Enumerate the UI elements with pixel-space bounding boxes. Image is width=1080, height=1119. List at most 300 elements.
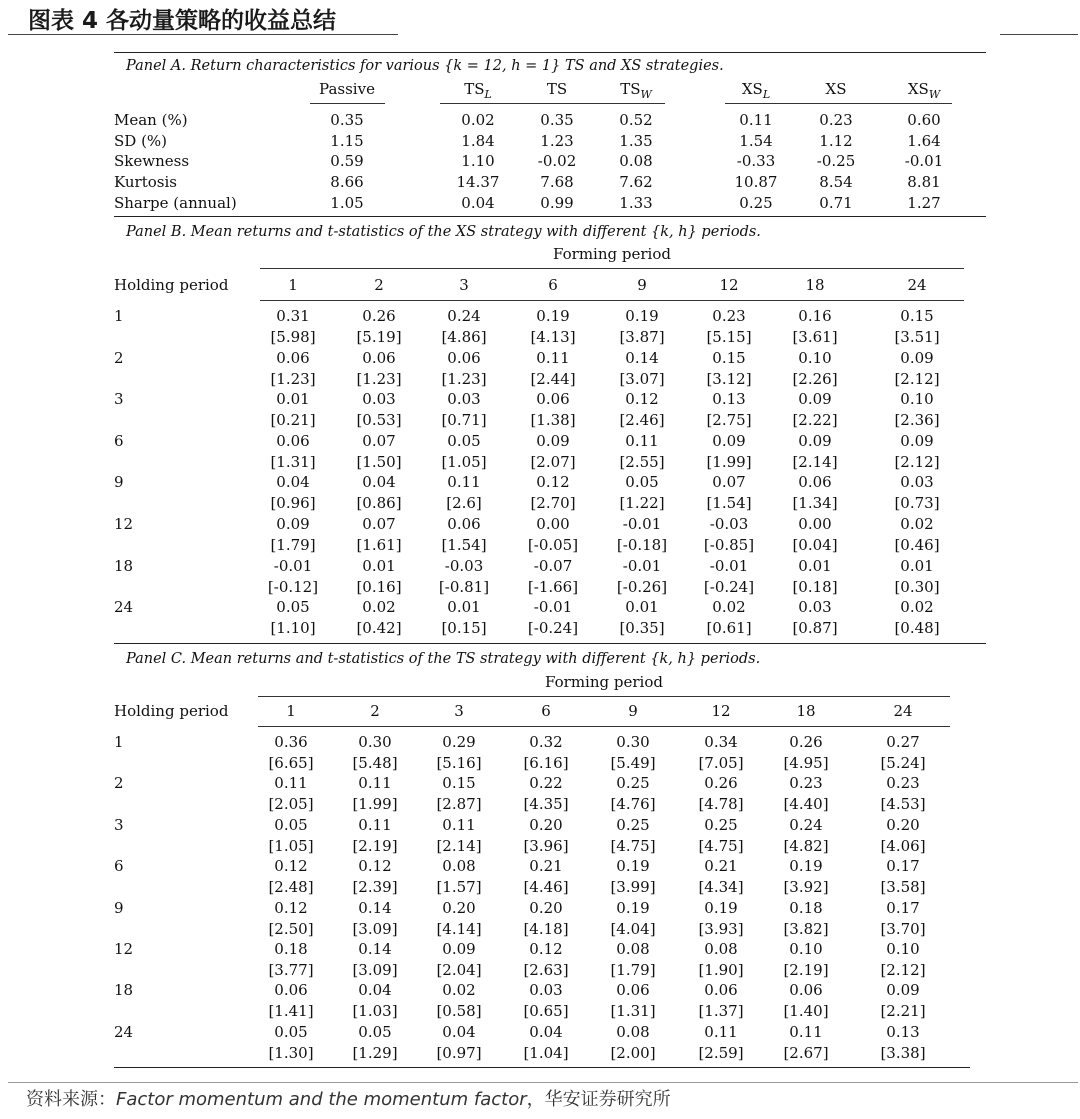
panel-c-mean-cell: 0.11: [704, 1022, 738, 1041]
panel-b-tstat-cell: [0.53]: [356, 411, 402, 430]
panel-b-mean-cell: 0.07: [362, 431, 396, 450]
panel-b-mean-cell: -0.01: [709, 556, 749, 575]
panel-b-mean-cell: 0.02: [900, 598, 934, 617]
panel-b-mean-cell: 0.09: [900, 431, 934, 450]
panel-c-mean-cell: 0.12: [358, 857, 392, 876]
panel-a-cell: -0.25: [816, 152, 856, 170]
panel-b-mean-cell: 0.01: [625, 598, 659, 617]
panel-c-mean-cell: 0.13: [886, 1022, 920, 1041]
panel-b-tstat-cell: [-0.81]: [438, 577, 490, 596]
panel-a-cell: 7.68: [540, 173, 574, 191]
panel-a-col-header: $TS_L$: [464, 80, 492, 101]
panel-b-mean-cell: 0.07: [712, 473, 746, 492]
panel-b-tstat-cell: [-0.24]: [703, 577, 755, 596]
panel-b-tstat-cell: [1.54]: [441, 536, 487, 554]
panel-b-mean-cell: 0.01: [900, 556, 934, 575]
panel-c-mean-cell: 0.08: [442, 857, 476, 876]
panel-b-tstat-cell: [4.86]: [441, 328, 487, 346]
panel-c-tstat-cell: [1.99]: [352, 795, 398, 814]
panel-a-cell: 0.25: [739, 194, 773, 212]
panel-c-mean-cell: 0.03: [529, 981, 563, 1000]
panel-a-cell: 14.37: [456, 173, 500, 191]
panel-c-mean-cell: 0.04: [529, 1022, 563, 1041]
panel-c-tstat-cell: [2.12]: [880, 961, 926, 979]
panel-b-mean-cell: 0.00: [536, 515, 570, 533]
panel-a-cell: 1.84: [461, 132, 495, 150]
panel-a-cell: 1.05: [330, 194, 364, 212]
panel-a-bottom-rule: [114, 216, 986, 217]
panel-b-mean-cell: 0.01: [276, 390, 310, 409]
panel-a-col-header: TS: [546, 80, 568, 98]
panel-b-mean-cell: 0.01: [798, 556, 832, 575]
panel-b-forming-label: Forming period: [553, 245, 671, 263]
panel-c-mean-cell: 0.11: [358, 815, 392, 834]
panel-b-caption: Panel B. Mean returns and t-statistics of the XS strategy with different {k, h} periods.: [126, 224, 761, 240]
panel-c-mean-cell: 0.11: [789, 1022, 823, 1041]
panel-c-tstat-cell: [3.38]: [880, 1043, 926, 1062]
panel-b-mean-cell: 0.02: [362, 598, 396, 617]
panel-c-mean-cell: 0.15: [442, 774, 476, 793]
panel-c-tstat-cell: [4.76]: [610, 795, 656, 814]
panel-c-mean-cell: 0.19: [616, 898, 650, 917]
panel-c-caption: Panel C. Mean returns and t-statistics of the TS strategy with different {k, h} periods.: [126, 651, 761, 667]
panel-b-mean-cell: 0.04: [362, 473, 396, 492]
panel-b-tstat-cell: [0.35]: [619, 619, 665, 638]
panel-b-mean-cell: -0.07: [533, 556, 573, 575]
panel-c-tstat-cell: [1.29]: [352, 1043, 398, 1062]
panel-c-mean-cell: 0.05: [274, 815, 308, 834]
panel-c-mean-cell: 0.17: [886, 898, 920, 917]
panel-b-mean-cell: 0.06: [362, 348, 396, 367]
panel-a-cell: 7.62: [619, 173, 653, 191]
panel-c-mean-cell: 0.08: [616, 940, 650, 958]
panel-a-header-rule: [310, 103, 385, 104]
panel-c-mean-cell: 0.06: [704, 981, 738, 1000]
panel-b-tstat-cell: [5.19]: [356, 328, 402, 346]
panel-b-mean-cell: 0.26: [362, 307, 396, 325]
panel-c-forming-period-header: 2: [370, 702, 380, 720]
panel-c-mean-cell: 0.25: [704, 815, 738, 834]
panel-c-tstat-cell: [2.48]: [268, 878, 314, 897]
panel-a-cell: -0.33: [736, 152, 776, 170]
title-underline-right: [1000, 34, 1078, 35]
panel-c-tstat-cell: [3.09]: [352, 919, 398, 938]
panel-c-mean-cell: 0.12: [274, 898, 308, 917]
panel-b-holding-period-label: 9: [114, 473, 124, 492]
panel-c-forming-period-header: 18: [796, 702, 816, 720]
panel-c-mean-cell: 0.29: [442, 733, 476, 751]
panel-b-forming-period-header: 18: [805, 276, 825, 294]
panel-c-forming-period-header: 24: [893, 702, 913, 720]
panel-c-tstat-cell: [2.67]: [783, 1043, 829, 1062]
panel-b-forming-period-header: 1: [288, 276, 298, 294]
panel-b-mean-cell: 0.09: [536, 431, 570, 450]
panel-a-row-label: Skewness: [114, 152, 190, 170]
panel-b-forming-period-header: 9: [637, 276, 647, 294]
panel-b-tstat-cell: [1.10]: [270, 619, 316, 638]
panel-a-col-header: $TS_W$: [620, 80, 652, 101]
panel-c-mean-cell: 0.21: [704, 857, 738, 876]
panel-c-mean-cell: 0.27: [886, 733, 920, 751]
panel-a-col-header: Passive: [319, 80, 375, 98]
panel-b-holding-period-label: 2: [114, 348, 124, 367]
panel-b-holding-period-label: 3: [114, 390, 124, 409]
panel-c-tstat-cell: [3.99]: [610, 878, 656, 897]
panel-c-tstat-cell: [4.53]: [880, 795, 926, 814]
panel-b-tstat-cell: [1.23]: [356, 369, 402, 388]
panel-b-tstat-cell: [2.07]: [530, 452, 576, 471]
panel-c-mean-cell: 0.11: [274, 774, 308, 793]
panel-b-mean-cell: 0.03: [447, 390, 481, 409]
panel-c-mean-cell: 0.06: [789, 981, 823, 1000]
panel-c-forming-period-header: 3: [454, 702, 464, 720]
panel-b-tstat-cell: [1.54]: [706, 494, 752, 513]
panel-b-tstat-cell: [-0.85]: [703, 536, 755, 554]
panel-b-bottom-rule: [114, 643, 986, 644]
panel-c-mean-cell: 0.06: [274, 981, 308, 1000]
panel-c-tstat-cell: [2.87]: [436, 795, 482, 814]
panel-c-mean-cell: 0.11: [442, 815, 476, 834]
panel-b-tstat-cell: [1.79]: [270, 536, 316, 554]
panel-c-holding-period-label: 18: [114, 981, 134, 1000]
panel-a-cell: 0.04: [461, 194, 495, 212]
panel-a-caption: Panel A. Return characteristics for various {k = 12, h = 1} TS and XS strategies.: [126, 58, 724, 74]
panel-b-mean-cell: 0.05: [447, 431, 481, 450]
panel-c-mean-cell: 0.19: [789, 857, 823, 876]
panel-b-tstat-cell: [1.99]: [706, 452, 752, 471]
panel-b-tstat-cell: [3.61]: [792, 328, 838, 346]
panel-a-cell: 1.23: [540, 132, 574, 150]
panel-c-mean-cell: 0.06: [616, 981, 650, 1000]
panel-b-tstat-cell: [2.36]: [894, 411, 940, 430]
panel-c-tstat-cell: [1.57]: [436, 878, 482, 897]
panel-c-tstat-cell: [4.82]: [783, 836, 829, 855]
panel-b-tstat-cell: [-0.26]: [616, 577, 668, 596]
panel-c-mean-cell: 0.12: [529, 940, 563, 958]
panel-b-tstat-cell: [0.87]: [792, 619, 838, 638]
panel-b-mean-cell: 0.06: [798, 473, 832, 492]
panel-c-tstat-cell: [4.18]: [523, 919, 569, 938]
panel-b-mean-cell: 0.06: [276, 431, 310, 450]
panel-c-mean-cell: 0.08: [616, 1022, 650, 1041]
source-organization: ，华安证券研究所: [526, 1089, 671, 1110]
panel-c-tstat-cell: [3.70]: [880, 919, 926, 938]
panel-c-tstat-cell: [3.96]: [523, 836, 569, 855]
panel-c-tstat-cell: [3.77]: [268, 961, 314, 979]
panel-c-tstat-cell: [5.48]: [352, 754, 398, 772]
panel-c-tstat-cell: [4.06]: [880, 836, 926, 855]
panel-c-tstat-cell: [7.05]: [698, 754, 744, 772]
panel-c-tstat-cell: [1.30]: [268, 1043, 314, 1062]
panel-c-tstat-cell: [3.93]: [698, 919, 744, 938]
panel-c-forming-period-header: 12: [711, 702, 731, 720]
panel-c-forming-rule: [258, 696, 950, 697]
panel-c-tstat-cell: [4.35]: [523, 795, 569, 814]
panel-b-tstat-cell: [3.07]: [619, 369, 665, 388]
panel-c-mean-cell: 0.05: [358, 1022, 392, 1041]
panel-c-tstat-cell: [1.05]: [268, 836, 314, 855]
panel-b-tstat-cell: [3.12]: [706, 369, 752, 388]
panel-c-tstat-cell: [1.40]: [783, 1002, 829, 1021]
panel-c-mean-cell: 0.09: [442, 940, 476, 958]
panel-b-mean-cell: -0.01: [622, 556, 662, 575]
panel-b-holding-period-label: 1: [114, 307, 124, 325]
panel-c-tstat-cell: [1.03]: [352, 1002, 398, 1021]
panel-c-tstat-cell: [2.14]: [436, 836, 482, 855]
panel-b-mean-cell: 0.03: [362, 390, 396, 409]
panel-b-mean-cell: 0.09: [900, 348, 934, 367]
panel-b-tstat-cell: [1.23]: [441, 369, 487, 388]
panel-b-tstat-cell: [2.75]: [706, 411, 752, 430]
panel-b-forming-period-header: 2: [374, 276, 384, 294]
panel-b-forming-period-header: 12: [719, 276, 739, 294]
panel-b-tstat-cell: [0.42]: [356, 619, 402, 638]
panel-c-mean-cell: 0.25: [616, 815, 650, 834]
panel-b-tstat-cell: [1.31]: [270, 452, 316, 471]
panel-b-mean-cell: 0.12: [536, 473, 570, 492]
panel-c-forming-period-header: 1: [286, 702, 296, 720]
panel-c-tstat-cell: [2.00]: [610, 1043, 656, 1062]
panel-b-tstat-cell: [0.86]: [356, 494, 402, 513]
panel-c-tstat-cell: [2.05]: [268, 795, 314, 814]
panel-c-bottom-rule: [114, 1067, 970, 1068]
panel-b-mean-cell: 0.10: [900, 390, 934, 409]
panel-c-tstat-cell: [1.90]: [698, 961, 744, 979]
panel-a-col-header: $XS_W$: [907, 80, 941, 101]
panel-c-tstat-cell: [2.19]: [352, 836, 398, 855]
panel-b-tstat-cell: [1.23]: [270, 369, 316, 388]
panel-c-tstat-cell: [4.95]: [783, 754, 829, 772]
panel-c-header-rule: [258, 726, 950, 727]
panel-b-tstat-cell: [-0.12]: [267, 577, 319, 596]
panel-c-tstat-cell: [2.63]: [523, 961, 569, 979]
panel-c-tstat-cell: [3.82]: [783, 919, 829, 938]
panel-b-tstat-cell: [0.21]: [270, 411, 316, 430]
panel-b-mean-cell: 0.15: [900, 307, 934, 325]
panel-b-tstat-cell: [0.48]: [894, 619, 940, 638]
panel-c-tstat-cell: [0.97]: [436, 1043, 482, 1062]
panel-a-cell: 0.60: [907, 111, 941, 129]
panel-b-tstat-cell: [1.34]: [792, 494, 838, 513]
panel-c-tstat-cell: [2.21]: [880, 1002, 926, 1021]
panel-a-cell: 1.10: [461, 152, 495, 170]
panel-c-mean-cell: 0.20: [442, 898, 476, 917]
panel-b-mean-cell: 0.06: [447, 348, 481, 367]
panel-c-holding-period-label: 1: [114, 733, 124, 751]
panel-b-tstat-cell: [2.70]: [530, 494, 576, 513]
panel-b-tstat-cell: [1.61]: [356, 536, 402, 554]
panel-b-mean-cell: 0.19: [625, 307, 659, 325]
figure-title: 图表 4 各动量策略的收益总结: [28, 8, 337, 34]
panel-b-mean-cell: 0.13: [712, 390, 746, 409]
panel-b-mean-cell: 0.03: [900, 473, 934, 492]
panel-c-mean-cell: 0.19: [704, 898, 738, 917]
panel-c-mean-cell: 0.36: [274, 733, 308, 751]
panel-c-mean-cell: 0.04: [442, 1022, 476, 1041]
panel-b-tstat-cell: [2.22]: [792, 411, 838, 430]
panel-b-tstat-cell: [5.98]: [270, 328, 316, 346]
panel-b-forming-rule: [260, 268, 964, 269]
panel-c-mean-cell: 0.04: [358, 981, 392, 1000]
panel-c-mean-cell: 0.17: [886, 857, 920, 876]
panel-c-tstat-cell: [4.75]: [698, 836, 744, 855]
panel-b-mean-cell: 0.09: [712, 431, 746, 450]
panel-a-cell: 1.54: [739, 132, 773, 150]
panel-b-tstat-cell: [0.61]: [706, 619, 752, 638]
source-label: 资料来源：: [26, 1089, 116, 1110]
panel-c-tstat-cell: [3.58]: [880, 878, 926, 897]
panel-c-tstat-cell: [5.24]: [880, 754, 926, 772]
panel-a-cell: 8.66: [330, 173, 364, 191]
panel-a-row-label: SD (%): [114, 132, 168, 150]
panel-c-tstat-cell: [4.34]: [698, 878, 744, 897]
panel-c-mean-cell: 0.12: [274, 857, 308, 876]
panel-c-holding-period-label: 9: [114, 898, 124, 917]
panel-b-holding-period-label: 12: [114, 515, 134, 533]
panel-c-holding-period-label: 24: [114, 1022, 134, 1041]
panel-c-tstat-cell: [0.58]: [436, 1002, 482, 1021]
panel-c-mean-cell: 0.34: [704, 733, 738, 751]
panel-a-cell: 0.71: [819, 194, 853, 212]
panel-b-tstat-cell: [0.96]: [270, 494, 316, 513]
panel-b-tstat-cell: [1.50]: [356, 452, 402, 471]
panel-c-tstat-cell: [1.41]: [268, 1002, 314, 1021]
panel-c-tstat-cell: [4.75]: [610, 836, 656, 855]
panel-b-tstat-cell: [3.51]: [894, 328, 940, 346]
panel-b-mean-cell: 0.05: [625, 473, 659, 492]
panel-c-tstat-cell: [4.04]: [610, 919, 656, 938]
panel-b-tstat-cell: [0.04]: [792, 536, 838, 554]
panel-c-tstat-cell: [4.78]: [698, 795, 744, 814]
panel-b-tstat-cell: [4.13]: [530, 328, 576, 346]
panel-b-mean-cell: 0.23: [712, 307, 746, 325]
panel-c-mean-cell: 0.14: [358, 940, 392, 958]
panel-b-mean-cell: 0.10: [798, 348, 832, 367]
panel-c-tstat-cell: [1.79]: [610, 961, 656, 979]
panel-c-mean-cell: 0.26: [789, 733, 823, 751]
panel-a-cell: 1.15: [330, 132, 364, 150]
panel-b-forming-period-header: 6: [548, 276, 558, 294]
panel-c-tstat-cell: [4.14]: [436, 919, 482, 938]
panel-b-tstat-cell: [2.44]: [530, 369, 576, 388]
panel-a-row-label: Kurtosis: [114, 173, 177, 191]
panel-c-forming-label: Forming period: [545, 673, 663, 691]
panel-c-tstat-cell: [3.09]: [352, 961, 398, 979]
panel-c-mean-cell: 0.25: [616, 774, 650, 793]
panel-b-mean-cell: 0.19: [536, 307, 570, 325]
panel-a-cell: 10.87: [734, 173, 778, 191]
panel-c-forming-period-header: 9: [628, 702, 638, 720]
panel-b-mean-cell: 0.04: [276, 473, 310, 492]
panel-b-tstat-cell: [2.6]: [446, 494, 482, 513]
panel-b-tstat-cell: [1.05]: [441, 452, 487, 471]
panel-c-tstat-cell: [5.16]: [436, 754, 482, 772]
panel-b-mean-cell: 0.14: [625, 348, 659, 367]
panel-a-cell: 0.02: [461, 111, 495, 129]
panel-b-holding-period-label: 24: [114, 598, 134, 617]
panel-c-tstat-cell: [2.59]: [698, 1043, 744, 1062]
panel-c-tstat-cell: [6.65]: [268, 754, 314, 772]
panel-a-cell: 0.23: [819, 111, 853, 129]
source-reference: Factor momentum and the momentum factor: [116, 1089, 527, 1110]
panel-b-mean-cell: 0.09: [276, 515, 310, 533]
title-underline: [8, 34, 398, 35]
panel-c-tstat-cell: [6.16]: [523, 754, 569, 772]
footer-rule: [8, 1082, 1078, 1083]
table-top-rule: [114, 52, 986, 53]
panel-b-tstat-cell: [0.18]: [792, 577, 838, 596]
panel-b-mean-cell: 0.09: [798, 390, 832, 409]
panel-c-mean-cell: 0.09: [886, 981, 920, 1000]
panel-a-cell: 0.08: [619, 152, 653, 170]
panel-b-header-rule: [260, 300, 964, 301]
panel-b-tstat-cell: [0.73]: [894, 494, 940, 513]
panel-b-mean-cell: 0.02: [900, 515, 934, 533]
panel-b-mean-cell: -0.01: [533, 598, 573, 617]
panel-c-mean-cell: 0.10: [886, 940, 920, 958]
panel-a-cell: 1.12: [819, 132, 853, 150]
panel-c-forming-period-header: 6: [541, 702, 551, 720]
panel-b-mean-cell: 0.31: [276, 307, 310, 325]
panel-b-tstat-cell: [2.12]: [894, 452, 940, 471]
panel-a-cell: 0.11: [739, 111, 773, 129]
panel-b-mean-cell: 0.06: [447, 515, 481, 533]
panel-c-mean-cell: 0.20: [529, 898, 563, 917]
panel-c-mean-cell: 0.14: [358, 898, 392, 917]
panel-a-cell: 0.35: [330, 111, 364, 129]
panel-c-mean-cell: 0.21: [529, 857, 563, 876]
panel-b-tstat-cell: [1.22]: [619, 494, 665, 513]
panel-b-mean-cell: 0.02: [712, 598, 746, 617]
panel-c-mean-cell: 0.11: [358, 774, 392, 793]
panel-a-cell: 1.35: [619, 132, 653, 150]
panel-a-row-label: Sharpe (annual): [114, 194, 237, 212]
panel-c-mean-cell: 0.10: [789, 940, 823, 958]
panel-a-cell: 0.35: [540, 111, 574, 129]
panel-a-cell: 0.59: [330, 152, 364, 170]
panel-c-tstat-cell: [2.50]: [268, 919, 314, 938]
panel-a-cell: 0.52: [619, 111, 653, 129]
panel-a-cell: -0.02: [537, 152, 577, 170]
panel-c-mean-cell: 0.20: [529, 815, 563, 834]
panel-b-holding-period-label: 6: [114, 431, 124, 450]
panel-a-col-header: XS: [825, 80, 847, 98]
panel-b-tstat-cell: [-1.66]: [527, 577, 579, 596]
panel-c-holding-period-label: 2: [114, 774, 124, 793]
panel-b-mean-cell: 0.11: [536, 348, 570, 367]
panel-b-tstat-cell: [2.55]: [619, 452, 665, 471]
panel-b-tstat-cell: [5.15]: [706, 328, 752, 346]
panel-c-tstat-cell: [2.04]: [436, 961, 482, 979]
panel-b-mean-cell: 0.05: [276, 598, 310, 617]
panel-b-tstat-cell: [-0.05]: [527, 536, 579, 554]
panel-a-col-header: $XS_L$: [741, 80, 771, 101]
panel-a-cell: 8.81: [907, 173, 941, 191]
panel-b-tstat-cell: [2.26]: [792, 369, 838, 388]
panel-b-holding-period-label: 18: [114, 556, 134, 575]
panel-b-mean-cell: 0.11: [447, 473, 481, 492]
panel-b-tstat-cell: [0.15]: [441, 619, 487, 638]
panel-c-tstat-cell: [4.40]: [783, 795, 829, 814]
panel-c-mean-cell: 0.08: [704, 940, 738, 958]
panel-c-tstat-cell: [2.39]: [352, 878, 398, 897]
panel-b-tstat-cell: [-0.24]: [527, 619, 579, 638]
panel-b-mean-cell: 0.11: [625, 431, 659, 450]
panel-c-holding-period-label: 6: [114, 857, 124, 876]
panel-c-tstat-cell: [5.49]: [610, 754, 656, 772]
panel-c-mean-cell: 0.32: [529, 733, 563, 751]
panel-a-header-rule: [440, 103, 665, 104]
